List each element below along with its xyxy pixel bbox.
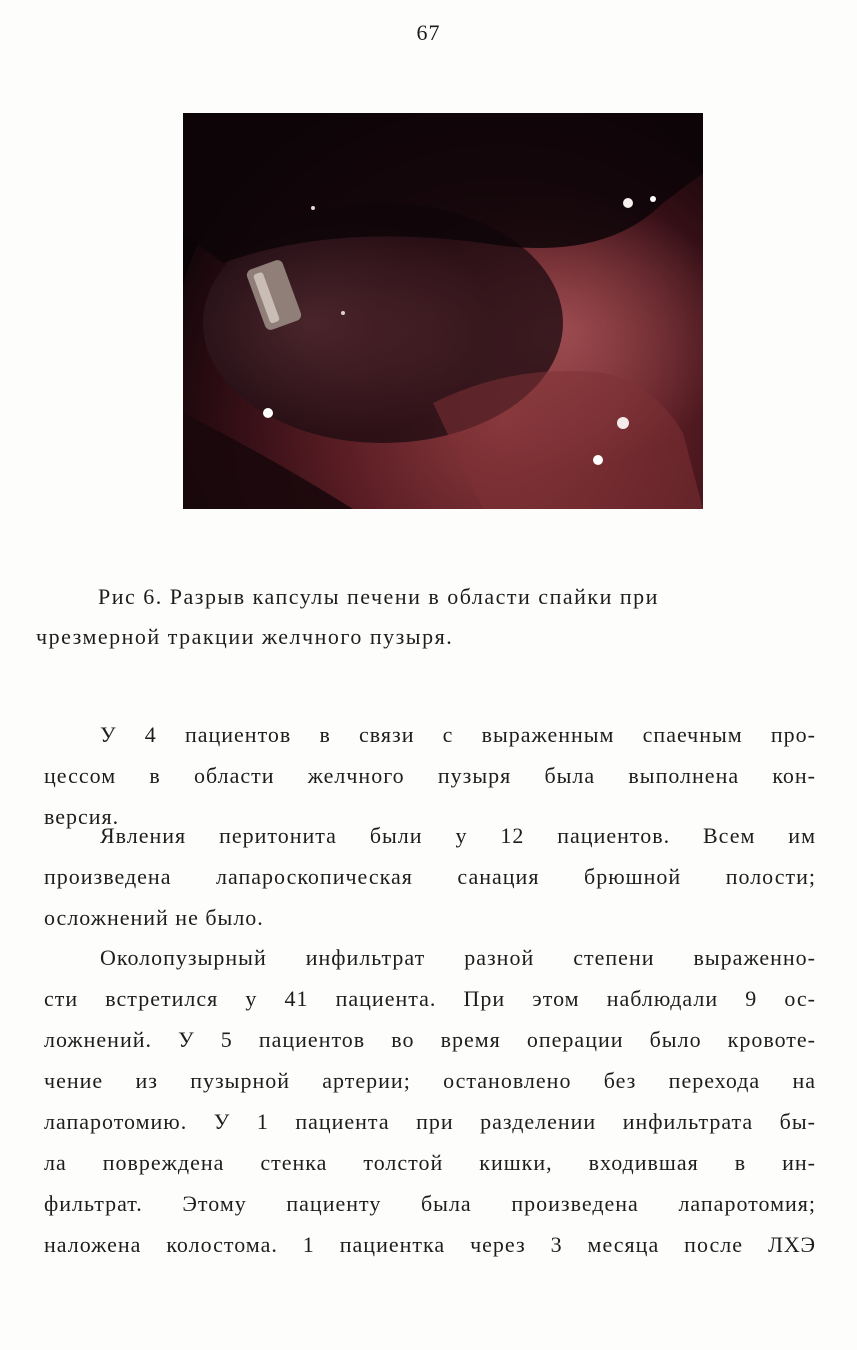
text-line: фильтрат. Этому пациенту была произведена лапаротомия; xyxy=(44,1191,816,1216)
text-line: цессом в области желчного пузыря была выполнена кон- xyxy=(44,763,816,788)
text-line: лапаротомию. У 1 пациента при разделении инфильтрата бы- xyxy=(44,1109,816,1134)
text-line: Околопузырный инфильтрат разной степени выраженно- xyxy=(100,945,816,970)
text-line: наложена колостома. 1 пациентка через 3 месяца после ЛХЭ xyxy=(44,1232,816,1257)
paragraph-peritonitis xyxy=(44,815,816,938)
text-line: осложнений не было. xyxy=(44,905,264,930)
caption-line-2: чрезмерной тракции желчного пузыря. xyxy=(36,624,454,649)
text-line: версия. xyxy=(44,804,120,829)
text-line: Явления перитонита были у 12 пациентов. Всем им xyxy=(100,823,816,848)
text-line: ла повреждена стенка толстой кишки, входившая в ин- xyxy=(44,1150,816,1175)
text-line: произведена лапароскопическая санация брюшной полости; xyxy=(44,864,816,889)
text-line: чение из пузырной артерии; остановлено без перехода на xyxy=(44,1068,816,1093)
figure-caption xyxy=(36,577,818,657)
endoscopic-photo xyxy=(183,113,703,509)
text-line: У 4 пациентов в связи с выраженным спаечным про- xyxy=(100,722,816,747)
text-line: ложнений. У 5 пациентов во время операции было кровоте- xyxy=(44,1027,816,1052)
caption-line-1: Рис 6. Разрыв капсулы печени в области спайки при xyxy=(98,584,659,609)
page-number: 67 xyxy=(416,20,441,45)
text-line: сти встретился у 41 пациента. При этом наблюдали 9 ос- xyxy=(44,986,816,1011)
paragraph-infiltrate xyxy=(44,937,816,1265)
